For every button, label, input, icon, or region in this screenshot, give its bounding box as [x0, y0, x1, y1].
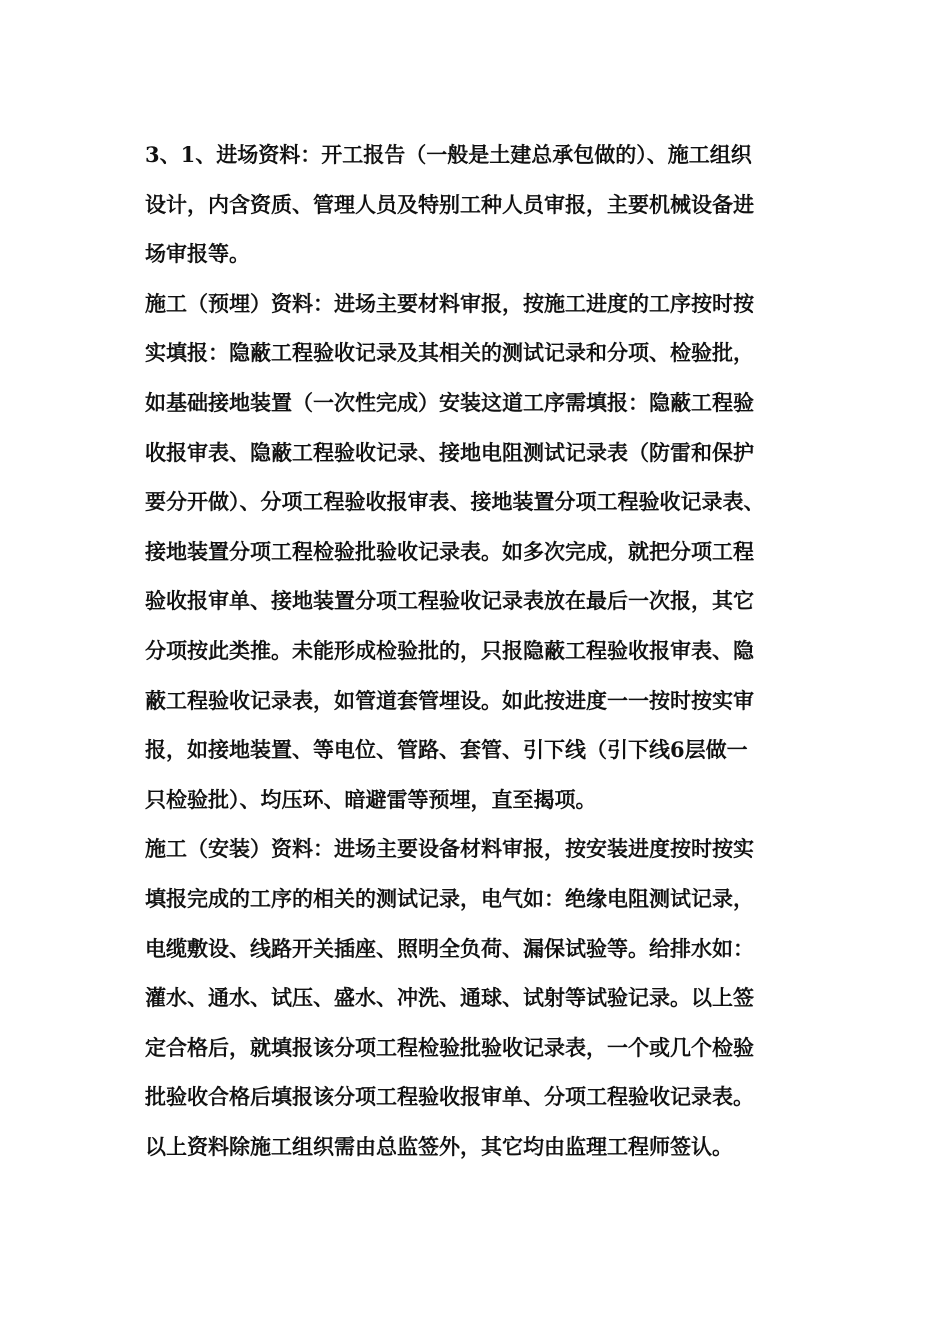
- text-line: 蔽工程验收记录表，如管道套管埋设。如此按进度一一按时按实审: [145, 687, 754, 713]
- text-line: 收报审表、隐蔽工程验收记录、接地电阻测试记录表（防雷和保护: [145, 439, 754, 465]
- text-line: 施工（安装）资料：进场主要设备材料审报，按安装进度按时按实: [145, 836, 754, 862]
- text-line: 定合格后，就填报该分项工程检验批验收记录表，一个或几个检验: [145, 1034, 754, 1060]
- text-line: 实填报：隐蔽工程验收记录及其相关的测试记录和分项、检验批，: [145, 340, 754, 366]
- text-line: 接地装置分项工程检验批验收记录表。如多次完成，就把分项工程: [145, 538, 754, 564]
- text-line: 如基础接地装置（一次性完成）安装这道工序需填报：隐蔽工程验: [145, 389, 754, 415]
- text-line: 场审报等。: [145, 241, 250, 267]
- text-line: 灌水、通水、试压、盛水、冲洗、通球、试射等试验记录。以上签: [145, 985, 754, 1011]
- text-line: 分项按此类推。未能形成检验批的，只报隐蔽工程验收报审表、隐: [145, 637, 754, 663]
- text-line: 验收报审单、接地装置分项工程验收记录表放在最后一次报，其它: [145, 588, 754, 614]
- text-line: 批验收合格后填报该分项工程验收报审单、分项工程验收记录表。: [145, 1084, 754, 1110]
- text-line: 设计，内含资质、管理人员及特别工种人员审报，主要机械设备进: [145, 191, 754, 217]
- text-line: 施工（预埋）资料：进场主要材料审报，按施工进度的工序按时按: [145, 290, 754, 316]
- text-line: 以上资料除施工组织需由总监签外，其它均由监理工程师签认。: [145, 1133, 733, 1159]
- text-line: 3、1、进场资料：开工报告（一般是土建总承包做的）、施工组织: [145, 142, 752, 167]
- text-line: 要分开做）、分项工程验收报审表、接地装置分项工程验收记录表、: [145, 489, 765, 515]
- text-line: 填报完成的工序的相关的测试记录，电气如：绝缘电阻测试记录，: [145, 885, 754, 911]
- body-text: [145, 130, 825, 1171]
- text-line: 报，如接地装置、等电位、管路、套管、引下线（引下线6层做一: [145, 737, 748, 763]
- text-line: 电缆敷设、线路开关插座、照明全负荷、漏保试验等。给排水如：: [145, 935, 754, 961]
- text-line: 只检验批）、均压环、暗避雷等预埋，直至揭项。: [145, 786, 597, 812]
